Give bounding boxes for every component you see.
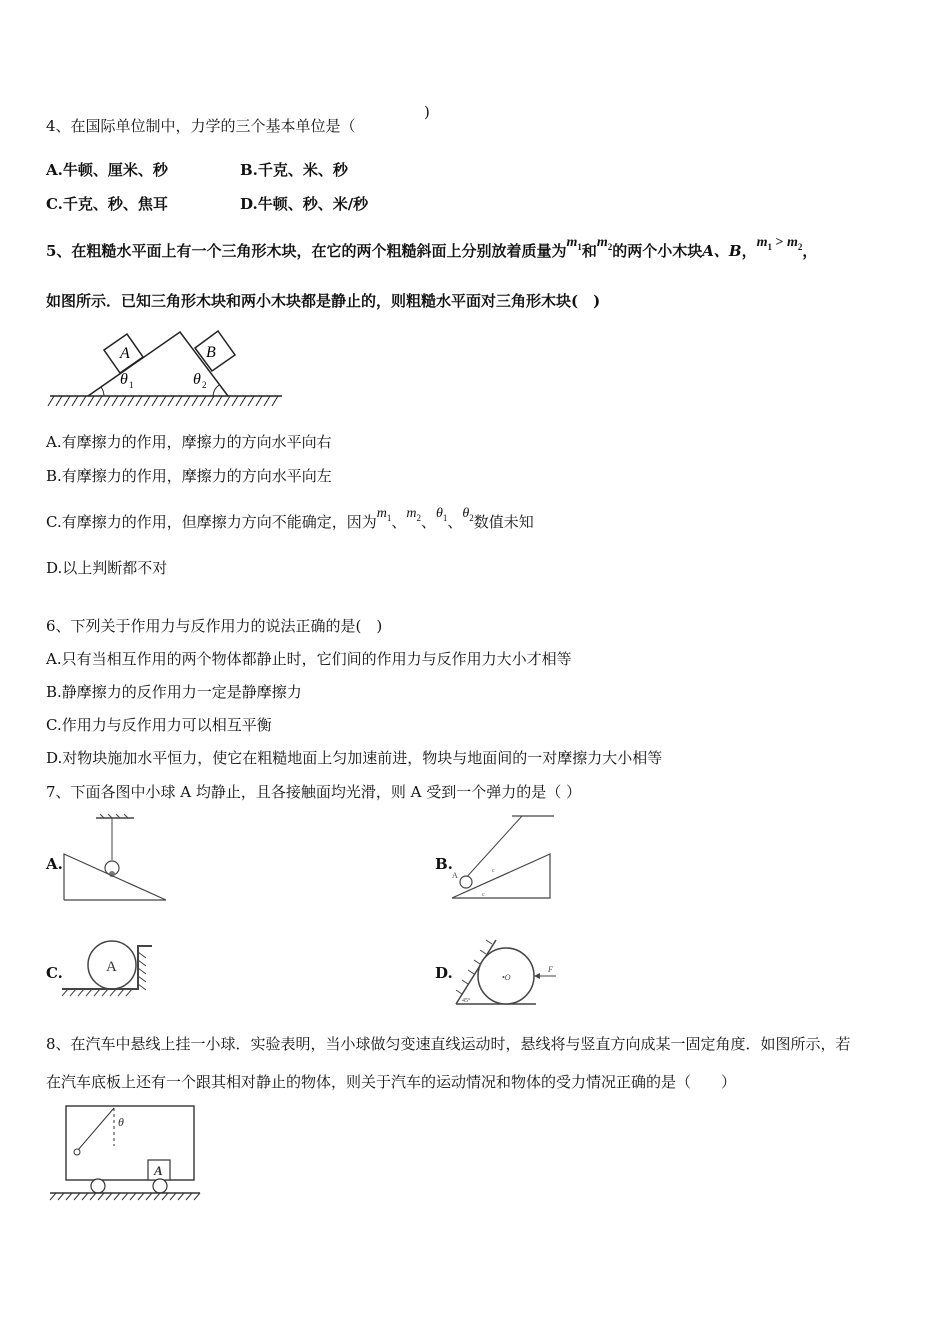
- q8-block-label: A: [154, 1163, 163, 1178]
- q6-option-c: C.作用力与反作用力可以相互平衡: [46, 716, 272, 734]
- q7-label-a: A.: [46, 855, 63, 873]
- q5-option-a: A.有摩擦力的作用，摩擦力的方向水平向右: [46, 433, 332, 451]
- q7-label-b: B.: [435, 855, 453, 873]
- q7-figure-d: [452, 936, 572, 1012]
- q4-option-b: B.千克、米、秒: [240, 161, 348, 179]
- q7-figure-d-force-label: F: [548, 965, 553, 974]
- q5-block-a-label: A: [120, 345, 130, 362]
- q8-theta-label: θ: [118, 1115, 124, 1129]
- q7-figure-d-center-label: •O: [502, 973, 511, 982]
- q7-figure-b-ball-label: A: [452, 871, 458, 880]
- q5-figure: [48, 322, 288, 412]
- q5-stem: 5、在粗糙水平面上有一个三角形木块，在它的两个粗糙斜面上分别放着质量为$m_1$和$m_2$的两个小木块A、B，$m_1 > m_2$，: [46, 235, 818, 260]
- q6-stem: 6、下列关于作用力与反作用力的说法正确的是( ): [46, 617, 383, 635]
- q7-label-c: C.: [46, 964, 63, 982]
- q7-figure-a: [62, 814, 172, 904]
- q5-theta1-label: θ: [120, 371, 128, 388]
- q6-option-b: B.静摩擦力的反作用力一定是静摩擦力: [46, 683, 302, 701]
- svg-text:c: c: [482, 892, 485, 898]
- q4-option-d: D.牛顿、秒、米/秒: [240, 195, 369, 213]
- q6-option-d: D.对物块施加水平恒力，使它在粗糙地面上匀加速前进，物块与地面间的一对摩擦力大小相等: [46, 749, 663, 767]
- q4-option-a: A.牛顿、厘米、秒: [46, 161, 168, 179]
- q5-stem-line2: 如图所示．已知三角形木块和两小木块都是静止的，则粗糙水平面对三角形木块( ): [46, 292, 601, 310]
- q7-figure-c: [60, 938, 160, 1000]
- svg-text:c: c: [492, 868, 495, 874]
- q7-figure-c-ball-label: A: [106, 959, 117, 975]
- q7-stem: 7、下面各图中小球 A 均静止，且各接触面均光滑，则 A 受到一个弹力的是（ ）: [46, 783, 582, 801]
- q7-figure-b: [450, 814, 560, 904]
- q4-stem: 4、在国际单位制中，力学的三个基本单位是（: [46, 117, 356, 135]
- q4-option-c: C.千克、秒、焦耳: [46, 195, 168, 213]
- q4-close-paren: ): [424, 103, 430, 121]
- q6-option-a: A.只有当相互作用的两个物体都静止时，它们间的作用力与反作用力大小才相等: [46, 650, 572, 668]
- q8-stem-line2: 在汽车底板上还有一个跟其相对静止的物体，则关于汽车的运动情况和物体的受力情况正确的是（ ）: [46, 1073, 737, 1091]
- q5-option-d: D.以上判断都不对: [46, 559, 168, 577]
- q5-theta2-label: θ: [193, 371, 201, 388]
- svg-text:1: 1: [129, 380, 134, 390]
- q5-option-c: C.有摩擦力的作用，但摩擦力方向不能确定，因为$m_1$、$m_2$、$\theta_1$、$\theta_2$数值未知: [46, 506, 534, 531]
- q7-figure-d-angle-label: 45°: [462, 998, 471, 1004]
- q5-option-b: B.有摩擦力的作用，摩擦力的方向水平向左: [46, 467, 332, 485]
- q7-label-d: D.: [435, 964, 453, 982]
- q8-figure: [48, 1104, 204, 1204]
- svg-text:2: 2: [202, 380, 207, 390]
- q5-block-b-label: B: [206, 344, 216, 361]
- q8-stem-line1: 8、在汽车中悬线上挂一小球．实验表明，当小球做匀变速直线运动时，悬线将与竖直方向成某一固定角度．如图所示，若: [46, 1035, 851, 1053]
